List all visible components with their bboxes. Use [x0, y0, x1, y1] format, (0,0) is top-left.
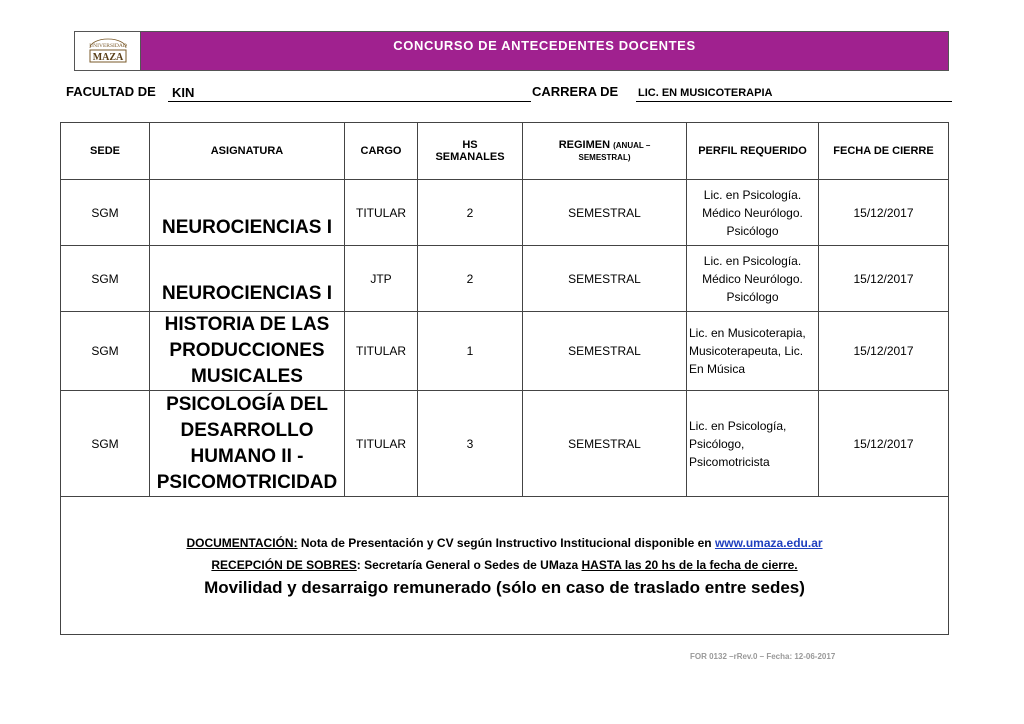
mobility-note: Movilidad y desarraigo remunerado (sólo en caso de traslado entre sedes): [204, 577, 805, 597]
col-header-hs: [418, 123, 523, 180]
facultad-underline: [168, 85, 531, 102]
header-title-bar: [141, 32, 948, 70]
maza-logo-icon: [84, 36, 132, 66]
cell-fecha: 15/12/2017: [819, 180, 949, 246]
col-header-sede: SEDE: [61, 123, 150, 180]
perfil-line: Lic. en Psicología.: [703, 253, 802, 268]
faculty-career-line: [66, 84, 952, 102]
asignatura-line: DESARROLLO: [180, 419, 314, 441]
cell-perfil: [687, 391, 819, 497]
col-header-asignatura: ASIGNATURA: [150, 123, 345, 180]
carrera-label: CARRERA DE: [532, 84, 619, 99]
table-row: [61, 391, 949, 497]
perfil-line: Musicoterapeuta, Lic.: [689, 344, 804, 358]
document-header: [74, 31, 949, 71]
cell-cargo: TITULAR: [345, 312, 418, 391]
perfil-line: Lic. en Psicología,: [689, 418, 787, 433]
cell-fecha: 15/12/2017: [819, 246, 949, 312]
cell-sede: SGM: [61, 180, 150, 246]
cell-asignatura: [150, 391, 345, 497]
cell-regimen: SEMESTRAL: [523, 180, 687, 246]
col-header-hs-line1: HS: [462, 139, 478, 151]
facultad-value: KIN: [172, 85, 195, 100]
cell-regimen: SEMESTRAL: [523, 312, 687, 391]
footer-cell: [61, 497, 949, 635]
col-header-hs-line2: SEMANALES: [435, 151, 505, 163]
cell-perfil: [687, 246, 819, 312]
perfil-line: Psicólogo,: [689, 436, 745, 451]
cell-sede: SGM: [61, 312, 150, 391]
cell-hs: 2: [418, 180, 523, 246]
reception-label: RECEPCIÓN DE SOBRES: [211, 557, 357, 572]
perfil-line: Psicólogo: [726, 223, 779, 238]
asignatura-line: HISTORIA DE LAS: [164, 314, 330, 335]
perfil-line: En Música: [689, 362, 746, 376]
col-header-regimen: [523, 123, 687, 180]
asignatura-line: NEUROCIENCIAS I: [162, 283, 332, 304]
asignatura-line: PSICOMOTRICIDAD: [156, 471, 338, 493]
facultad-label: FACULTAD DE: [66, 84, 156, 99]
cell-hs: 1: [418, 312, 523, 391]
cell-asignatura: [150, 312, 345, 391]
perfil-line: Médico Neurólogo.: [702, 271, 803, 286]
reception-text: : Secretaría General o Sedes de UMaza: [356, 557, 582, 572]
cell-regimen: SEMESTRAL: [523, 391, 687, 497]
svg-text:UNIVERSIDAD: UNIVERSIDAD: [88, 43, 127, 49]
cell-hs: 2: [418, 246, 523, 312]
cell-hs: 3: [418, 391, 523, 497]
col-header-perfil: PERFIL REQUERIDO: [687, 123, 819, 180]
asignatura-line: NEUROCIENCIAS I: [162, 217, 332, 238]
cell-cargo: TITULAR: [345, 180, 418, 246]
reception-deadline: HASTA las 20 hs de la fecha de cierre.: [581, 557, 798, 572]
cell-perfil: [687, 312, 819, 391]
cell-fecha: 15/12/2017: [819, 391, 949, 497]
asignatura-line: PRODUCCIONES: [169, 340, 325, 361]
carrera-value: LIC. EN MUSICOTERAPIA: [638, 87, 773, 99]
perfil-line: Psicólogo: [726, 289, 779, 304]
col-header-regimen-label: REGIMEN: [558, 139, 611, 151]
cell-regimen: SEMESTRAL: [523, 246, 687, 312]
cell-cargo: TITULAR: [345, 391, 418, 497]
perfil-line: Lic. en Psicología.: [703, 187, 802, 202]
cell-perfil: [687, 180, 819, 246]
asignatura-line: MUSICALES: [191, 366, 303, 387]
perfil-line: Psicomotricista: [689, 454, 770, 469]
university-logo: [75, 32, 141, 70]
footer-row: [61, 497, 949, 635]
svg-text:MAZA: MAZA: [92, 52, 123, 63]
document-title: CONCURSO DE ANTECEDENTES DOCENTES: [393, 37, 696, 53]
umaza-link[interactable]: www.umaza.edu.ar: [714, 535, 823, 550]
cell-asignatura: [150, 180, 345, 246]
positions-table: [60, 122, 949, 635]
asignatura-line: PSICOLOGÍA DEL: [166, 393, 328, 415]
asignatura-line: HUMANO II -: [190, 445, 304, 467]
table-header-row: [61, 123, 949, 180]
documentation-line: [64, 532, 945, 554]
cell-fecha: 15/12/2017: [819, 312, 949, 391]
col-header-fecha: FECHA DE CIERRE: [819, 123, 949, 180]
cell-sede: SGM: [61, 391, 150, 497]
cell-asignatura: [150, 246, 345, 312]
perfil-line: Médico Neurólogo.: [702, 205, 803, 220]
cell-sede: SGM: [61, 246, 150, 312]
cell-cargo: JTP: [345, 246, 418, 312]
col-header-regimen-note2: SEMESTRAL): [578, 153, 631, 162]
perfil-line: Lic. en Musicoterapia,: [689, 326, 806, 340]
documentation-label: DOCUMENTACIÓN:: [186, 535, 298, 550]
documentation-text: Nota de Presentación y CV según Instructivo Institucional disponible en: [297, 535, 715, 550]
table-row: [61, 312, 949, 391]
table-row: [61, 180, 949, 246]
table-row: [61, 246, 949, 312]
col-header-regimen-note: (ANUAL –: [613, 141, 651, 150]
reception-line: [64, 554, 945, 576]
form-code: FOR 0132 –rRev.0 – Fecha: 12-06-2017: [690, 652, 836, 661]
col-header-cargo: CARGO: [345, 123, 418, 180]
